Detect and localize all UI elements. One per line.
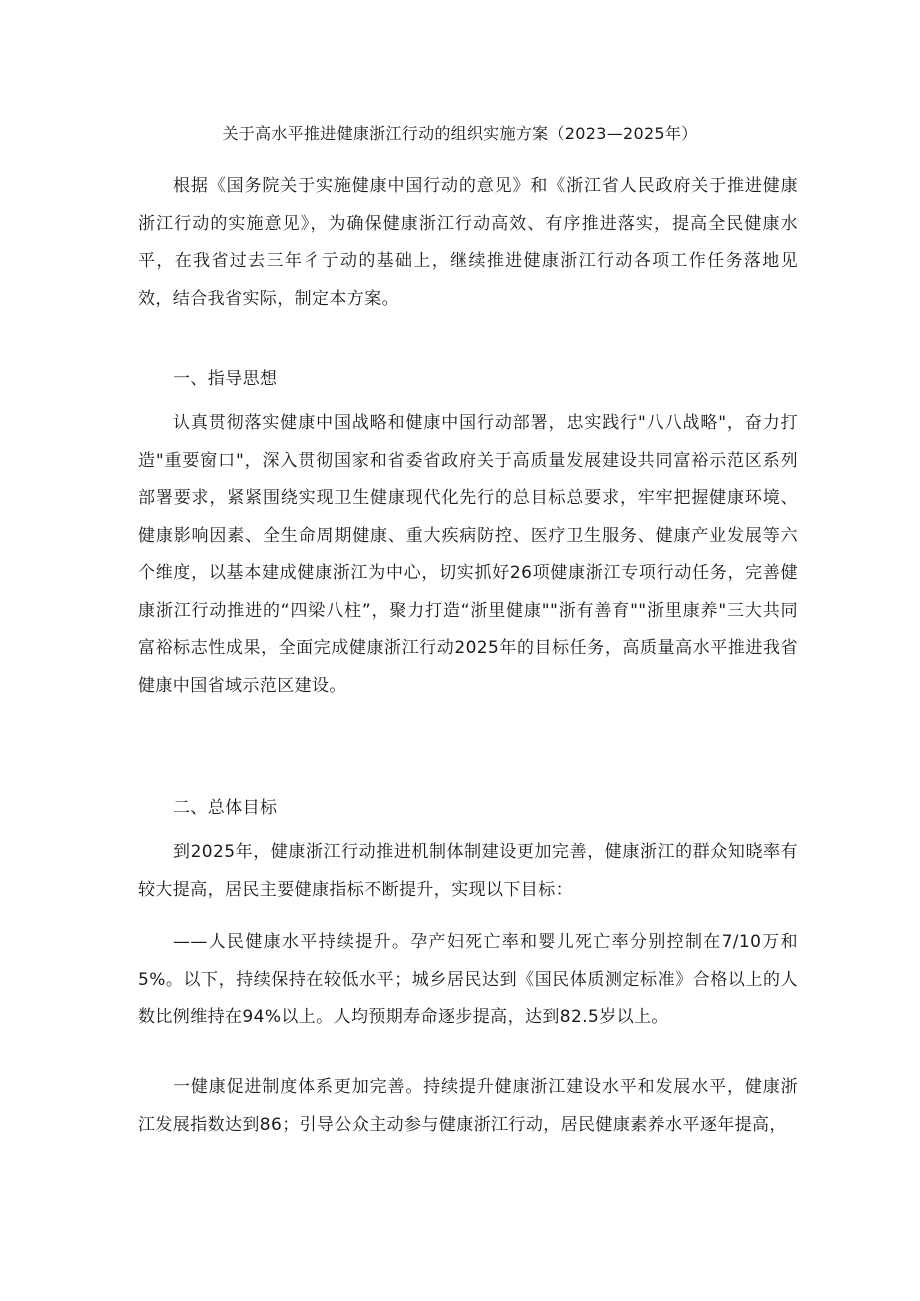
intro-paragraph: 根据《国务院关于实施健康中国行动的意见》和《浙江省人民政府关于推进健康浙江行动的实施意见》，为确保健康浙江行动高效、有序推进落实，提高全民健康水平，在我省过去三年彳亍动的基础上，继续推进健康浙江行动各项工作任务落地见效，结合我省实际，制定本方案。 [138,176,798,309]
goal-health-promotion-paragraph: 一健康促进制度体系更加完善。持续提升健康浙江建设水平和发展水平，健康浙江发展指数达到86；引导公众主动参与健康浙江行动，居民健康素养水平逐年提高， [138,1077,798,1135]
section-heading-overall-goals: 二、总体目标 [173,798,278,818]
goal-health-level-paragraph: ——人民健康水平持续提升。孕产妇死亡率和婴儿死亡率分别控制在7/10万和5%。以下，持续保持在较低水平；城乡居民达到《国民体质测定标准》合格以上的人数比例维持在94%以上。人均预期寿命逐步提高，达到82.5岁以上。 [138,932,798,1027]
overall-goals-intro-paragraph: 到2025年，健康浙江行动推进机制体制建设更加完善，健康浙江的群众知晓率有较大提高，居民主要健康指标不断提升，实现以下目标： [138,842,798,900]
document-title: 关于高水平推进健康浙江行动的组织实施方案（2023—2025年） [222,124,698,143]
guiding-ideology-paragraph: 认真贯彻落实健康中国战略和健康中国行动部署，忠实践行"八八战略"，奋力打造"重要窗口"，深入贯彻国家和省委省政府关于高质量发展建设共同富裕示范区系列部署要求，紧紧围绕实现卫生健康现代化先行的总目标总要求，牢牢把握健康环境、健康影响因素、全生命周期健康、重大疾病防控、医疗卫生服务、健康产业发展等六个维度，以基本建成健康浙江为中心，切实抓好26项健康浙江专项行动任务，完善健康浙江行动推进的“四梁八柱”，聚力打造“浙里健康""浙有善育""浙里康养"三大共同富裕标志性成果，全面完成健康浙江行动2025年的目标任务，高质量高水平推进我省健康中国省域示范区建设。 [138,413,798,696]
section-heading-guiding-ideology: 一、指导思想 [173,369,278,389]
